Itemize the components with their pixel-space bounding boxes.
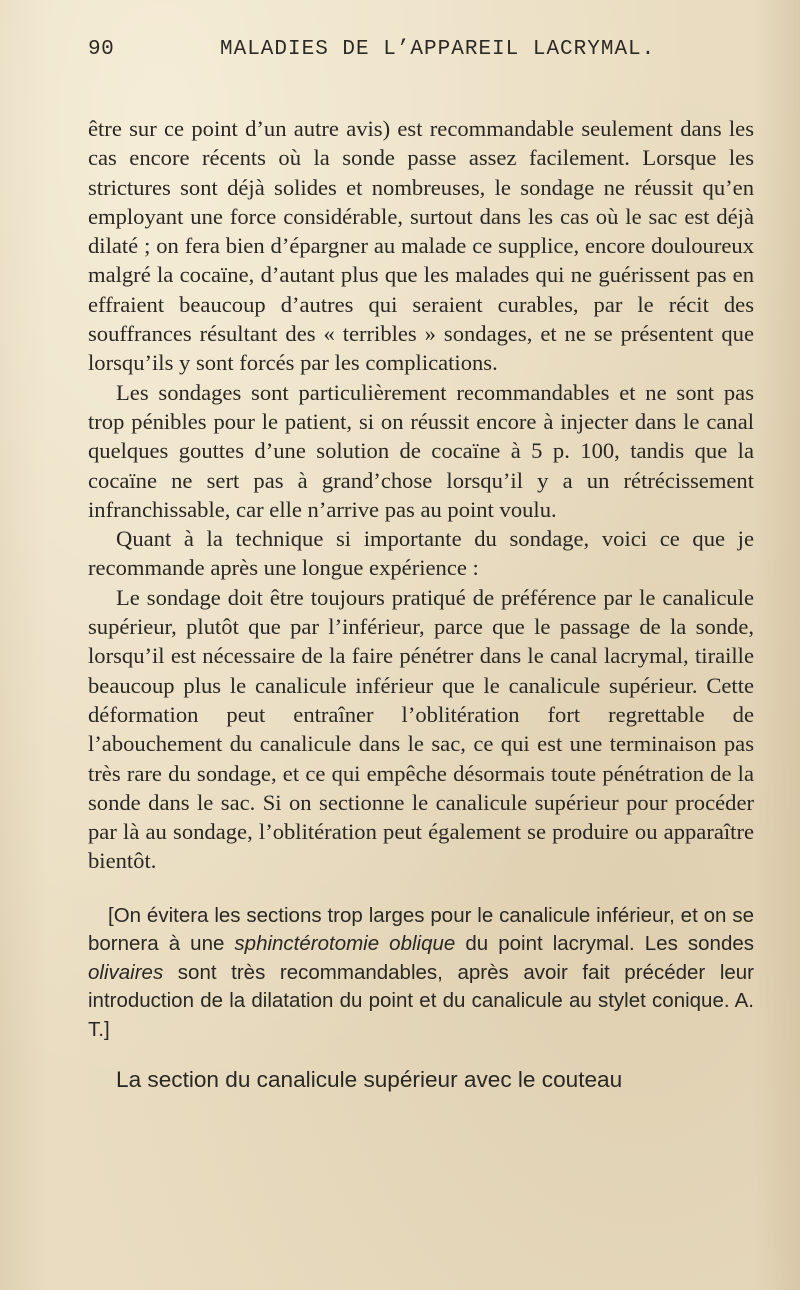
note-italic-olivaires: olivaires <box>88 960 164 984</box>
book-page <box>88 30 754 1116</box>
note-text-3: sont très recommandables, après avoir fait précéder leur introduction de la dilatation du point et du canalicule au stylet conique. A. T.] <box>88 960 754 1041</box>
paragraph-sondages: Les sondages sont particulièrement recommandables et ne sont pas trop pénibles pour le patient, si on réussit encore à injecter dans le canal quelques gouttes d’une solution de cocaïne à 5 p. 100, tandis que la cocaïne ne sert pas à grand’chose lorsqu’il y a un rétrécissement infranchissable, car elle n’arrive pas au point voulu. <box>88 379 754 522</box>
main-text <box>88 114 754 876</box>
running-head <box>88 30 754 70</box>
paragraph-canalicule: Le sondage doit être toujours pratiqué de préférence par le canalicule supérieur, plutôt que par l’inférieur, parce que le passage de la sonde, lorsqu’il est nécessaire de la faire pénétrer dans le canal lacrymal, tiraille beaucoup plus le canalicule inférieur que le canalicule supérieur. Cette déformation peut entraîner l’oblitération fort regrettable de l’abouchement du canalicule dans le sac, ce qui est une terminaison pas très rare du sondage, et ce qui empêche désormais toute pénétration de la sonde dans le sac. Si on sectionne le canalicule supérieur pour procéder par là au sondage, l’oblitération peut également se produire ou apparaître bientôt. <box>88 584 754 874</box>
running-title: MALADIES DE L’APPAREIL LACRYMAL. <box>220 38 656 61</box>
note-text-1: [On évitera les sections trop larges pour le canalicule inférieur, et on se bornera à une <box>88 903 754 956</box>
paragraph-technique: Quant à la technique si importante du sondage, voici ce que je recommande après une longue expérience : <box>88 526 754 581</box>
translator-note <box>88 902 754 1045</box>
page-number: 90 <box>88 38 115 61</box>
closing-line: La section du canalicule supérieur avec le couteau <box>116 1066 623 1092</box>
note-text-2: du point lacrymal. Les sondes <box>455 932 754 956</box>
paragraph-continuation: être sur ce point d’un autre avis) est recommandable seulement dans les cas encore récents où la sonde passe assez facilement. Lorsque les strictures sont déjà solides et nombreuses, le sondage ne réussit qu’en employant une force considérable, surtout dans les cas où le sac est déjà dilaté ; on fera bien d’épargner au malade ce supplice, encore douloureux malgré la cocaïne, d’autant plus que les malades qui ne guérissent pas en effraient beaucoup d’autres qui seraient curables, par le récit des souffrances résultant des « terribles » sondages, et ne se présentent que lorsqu’ils y sont forcés par les complications. <box>88 116 754 376</box>
note-italic-sphincterotomie: sphinctérotomie oblique <box>234 932 456 956</box>
